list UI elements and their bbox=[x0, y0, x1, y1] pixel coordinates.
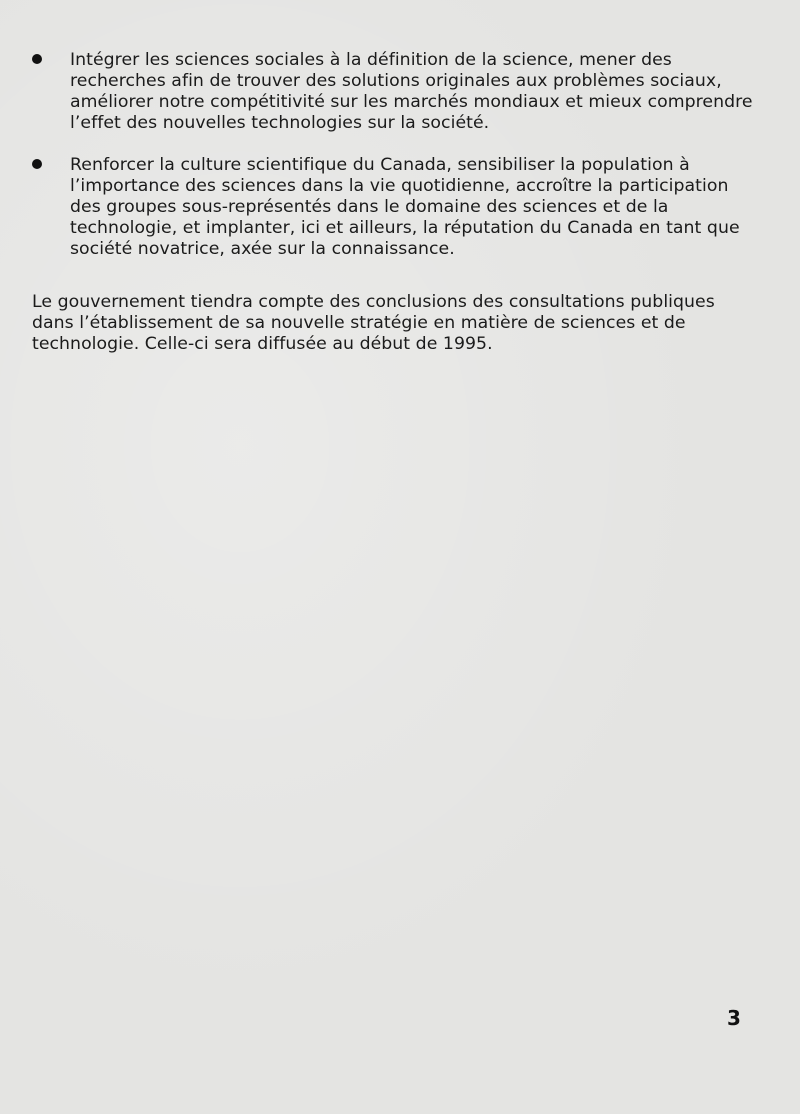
bullet-dot-icon bbox=[32, 54, 42, 64]
bullet-dot-icon bbox=[32, 159, 42, 169]
bullet-text: Intégrer les sciences sociales à la définition de la science, mener des recherches afin de trouver des solutions originales aux problèmes sociaux, améliorer notre compétitivité sur les marchés mondiaux et mieux comprendre l’effet des nouvelles technologies sur la société. bbox=[70, 50, 753, 133]
page-number: 3 bbox=[727, 1006, 741, 1030]
bullet-item-social-sciences bbox=[32, 50, 754, 134]
bullet-list bbox=[32, 50, 754, 260]
body-paragraph: Le gouvernement tiendra compte des conclusions des consultations publiques dans l’établissement de sa nouvelle stratégie en matière de sciences et de technologie. Celle-ci sera diffusée au début de 1995. bbox=[32, 292, 715, 354]
bullet-text: Renforcer la culture scientifique du Canada, sensibiliser la population à l’importance des sciences dans la vie quotidienne, accroître la participation des groupes sous-représentés dans le domaine des sciences et de la technologie, et implanter, ici et ailleurs, la réputation du Canada en tant que société novatrice, axée sur la connaissance. bbox=[70, 155, 740, 259]
bullet-item-scientific-culture bbox=[32, 155, 754, 260]
